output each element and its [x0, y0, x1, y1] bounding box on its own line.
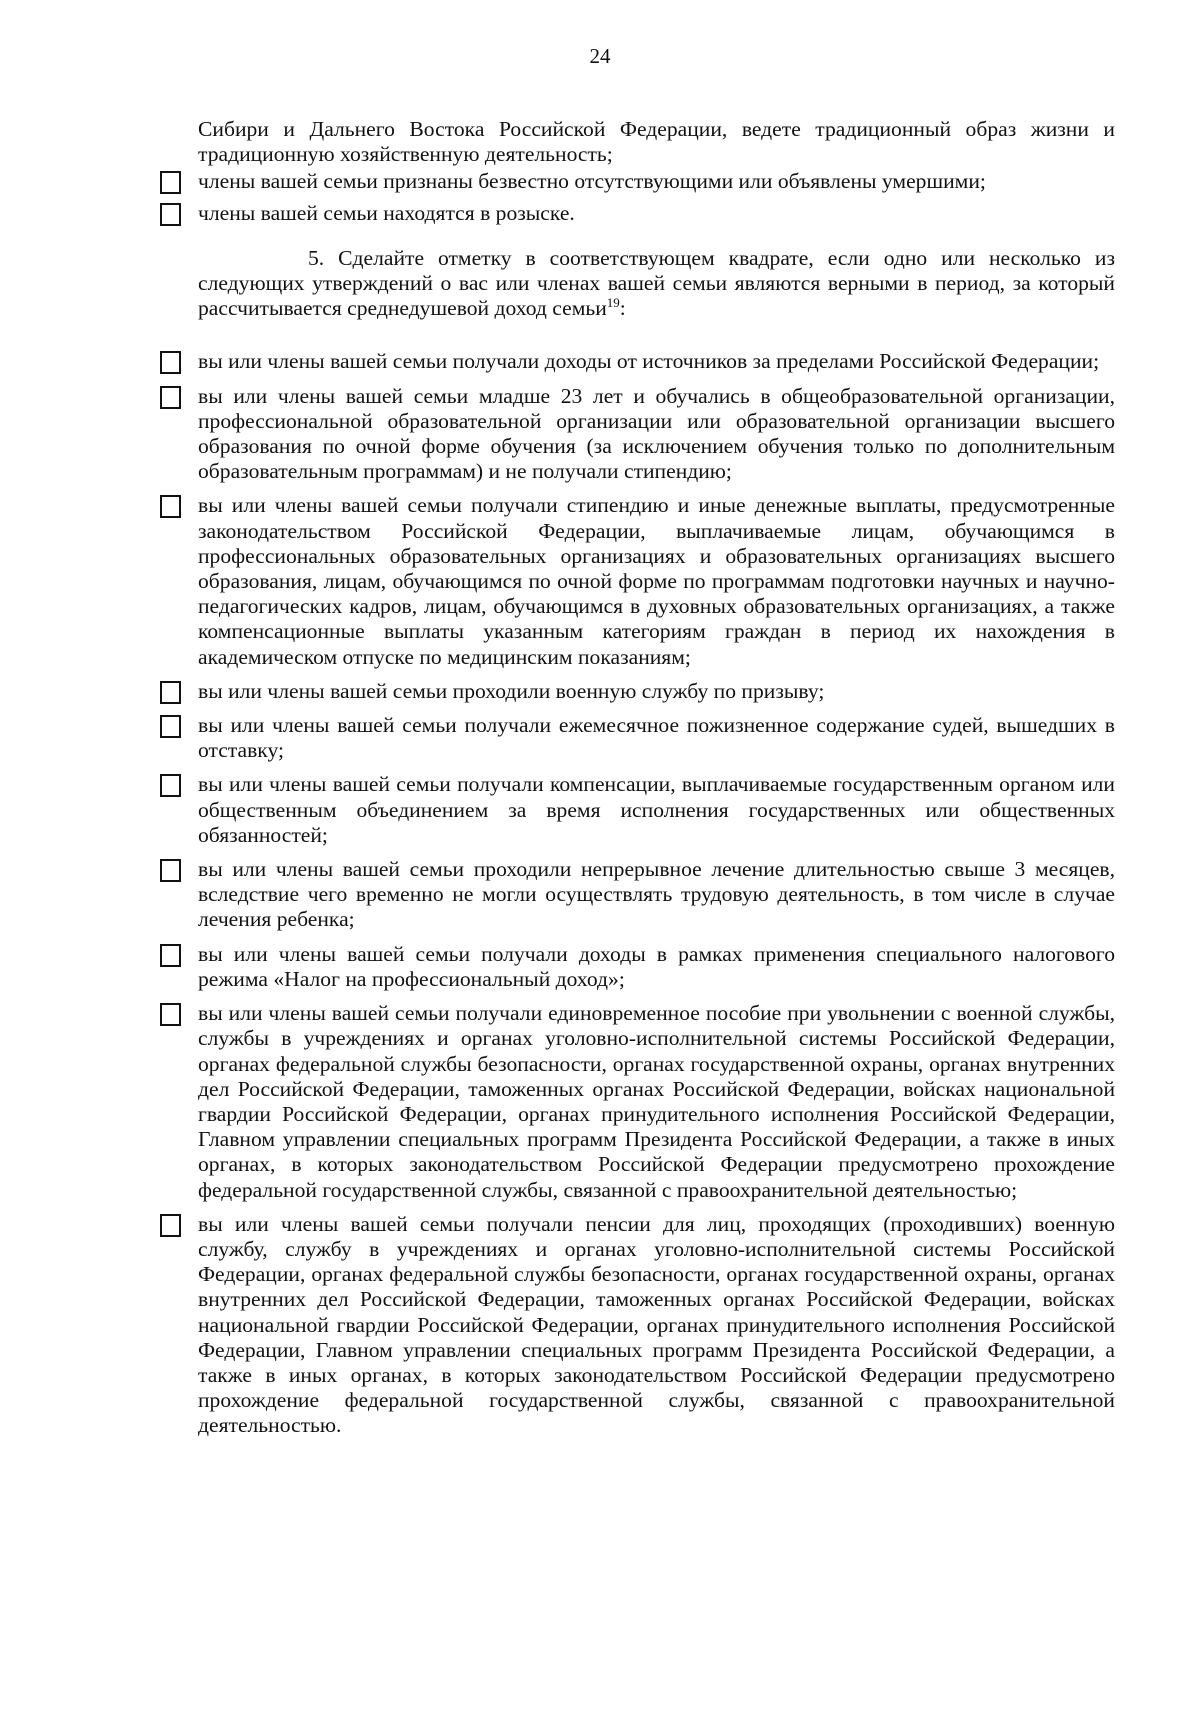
checkbox[interactable]: [160, 681, 181, 704]
checkbox[interactable]: [160, 1214, 181, 1237]
continuation-paragraph: Сибири и Дальнего Востока Российской Федерации, ведете традиционный образ жизни и традиционную хозяйственную деятельность;: [198, 117, 1115, 167]
checkbox-label: вы или члены вашей семьи получали единовременное пособие при увольнении с военной службы, службы в учреждениях и органах уголовно-исполнительной системы Российской Федерации, органах федеральной службы безопасности, органах государственной охраны, органах внутренних дел Российской Федерации, таможенных органах Российской Федерации, войсках национальной гвардии Российской Федерации, органах принудительного исполнения Российской Федерации, Главном управлении специальных программ Президента Российской Федерации, а также в иных органах, в которых законодательством Российской Федерации предусмотрено прохождение федеральной государственной службы, связанной с правоохранительной деятельностью;: [198, 1001, 1115, 1202]
checkbox[interactable]: [160, 351, 181, 374]
checkbox-item: [160, 169, 1115, 194]
section-5-intro: [198, 246, 1115, 322]
checkbox-item: [160, 349, 1115, 374]
checkbox-label: вы или члены вашей семьи получали ежемесячное пожизненное содержание судей, вышедших в отставку;: [198, 713, 1115, 763]
checkbox[interactable]: [160, 203, 181, 226]
checkbox-label: вы или члены вашей семьи получали доходы в рамках применения специального налогового режима «Налог на профессиональный доход»;: [198, 941, 1115, 991]
first-checkbox-list: [160, 169, 1115, 225]
checkbox-item: [160, 1001, 1115, 1203]
checkbox-item: [160, 713, 1115, 763]
checkbox-label: вы или члены вашей семьи проходили военную службу по призыву;: [198, 678, 825, 703]
checkbox-item: [160, 772, 1115, 848]
footnote-reference: 19: [606, 295, 620, 311]
checkbox-label: вы или члены вашей семьи младше 23 лет и обучались в общеобразовательной организации, профессиональной образовательной организации или образовательной организации высшего образования по очной форме обучения (за исключением обучения только по дополнительным образовательным программам) и не получали стипендию;: [198, 383, 1115, 484]
checkbox-item: [160, 384, 1115, 485]
checkbox[interactable]: [160, 495, 181, 518]
checkbox[interactable]: [160, 171, 181, 194]
checkbox-label: вы или члены вашей семьи получали доходы от источников за пределами Российской Федерации;: [198, 349, 1100, 374]
checkbox-item: [160, 493, 1115, 669]
checkbox[interactable]: [160, 859, 181, 882]
checkbox[interactable]: [160, 774, 181, 797]
checkbox-label: члены вашей семьи находятся в розыске.: [198, 200, 575, 225]
checkbox-item: [160, 942, 1115, 992]
checkbox-label: вы или члены вашей семьи проходили непрерывное лечение длительностью свыше 3 месяцев, вследствие чего временно не могли осуществлять трудовую деятельность, в том числе в случае лечения ребенка;: [198, 857, 1115, 932]
checkbox[interactable]: [160, 715, 181, 738]
section-5-intro-text: 5. Сделайте отметку в соответствующем квадрате, если одно или несколько из следующих утверждений о вас или членах вашей семьи являются верными в период, за который рассчитывается среднедушевой доход семьи: [198, 245, 1115, 321]
checkbox-item: [160, 1212, 1115, 1439]
page-number: 24: [589, 44, 611, 68]
second-checkbox-list: [160, 349, 1115, 1438]
checkbox[interactable]: [160, 386, 181, 409]
checkbox-label: вы или члены вашей семьи получали стипендию и иные денежные выплаты, предусмотренные законодательством Российской Федерации, выплачиваемые лицам, обучающимся в профессиональных образовательных организациях и образовательных организациях высшего образования, лицам, обучающимся по очной форме по программам подготовки научных и научно-педагогических кадров, лицам, обучающимся в духовных образовательных организациях, а также компенсационные выплаты указанным категориям граждан в период их нахождения в академическом отпуске по медицинским показаниям;: [198, 493, 1115, 669]
checkbox-item: [160, 857, 1115, 933]
page-content: [160, 117, 1115, 1448]
checkbox[interactable]: [160, 1003, 181, 1026]
section-5-intro-end: :: [619, 296, 626, 321]
checkbox-label: члены вашей семьи признаны безвестно отсутствующими или объявлены умершими;: [198, 169, 986, 194]
checkbox-label: вы или члены вашей семьи получали пенсии для лиц, проходящих (проходивших) военную службу, службу в учреждениях и органах уголовно-исполнительной системы Российской Федерации, органах федеральной службы безопасности, органах государственной охраны, органах внутренних дел Российской Федерации, таможенных органах Российской Федерации, войсках национальной гвардии Российской Федерации, органах принудительного исполнения Российской Федерации, Главном управлении специальных программ Президента Российской Федерации, а также в иных органах, в которых законодательством Российской Федерации предусмотрено прохождение федеральной государственной службы, связанной с правоохранительной деятельностью.: [198, 1211, 1115, 1438]
checkbox-item: [160, 679, 1115, 704]
checkbox[interactable]: [160, 944, 181, 967]
checkbox-label: вы или члены вашей семьи получали компенсации, выплачиваемые государственным органом или общественным объединением за время исполнения государственных или общественных обязанностей;: [198, 772, 1115, 847]
checkbox-item: [160, 201, 1115, 226]
